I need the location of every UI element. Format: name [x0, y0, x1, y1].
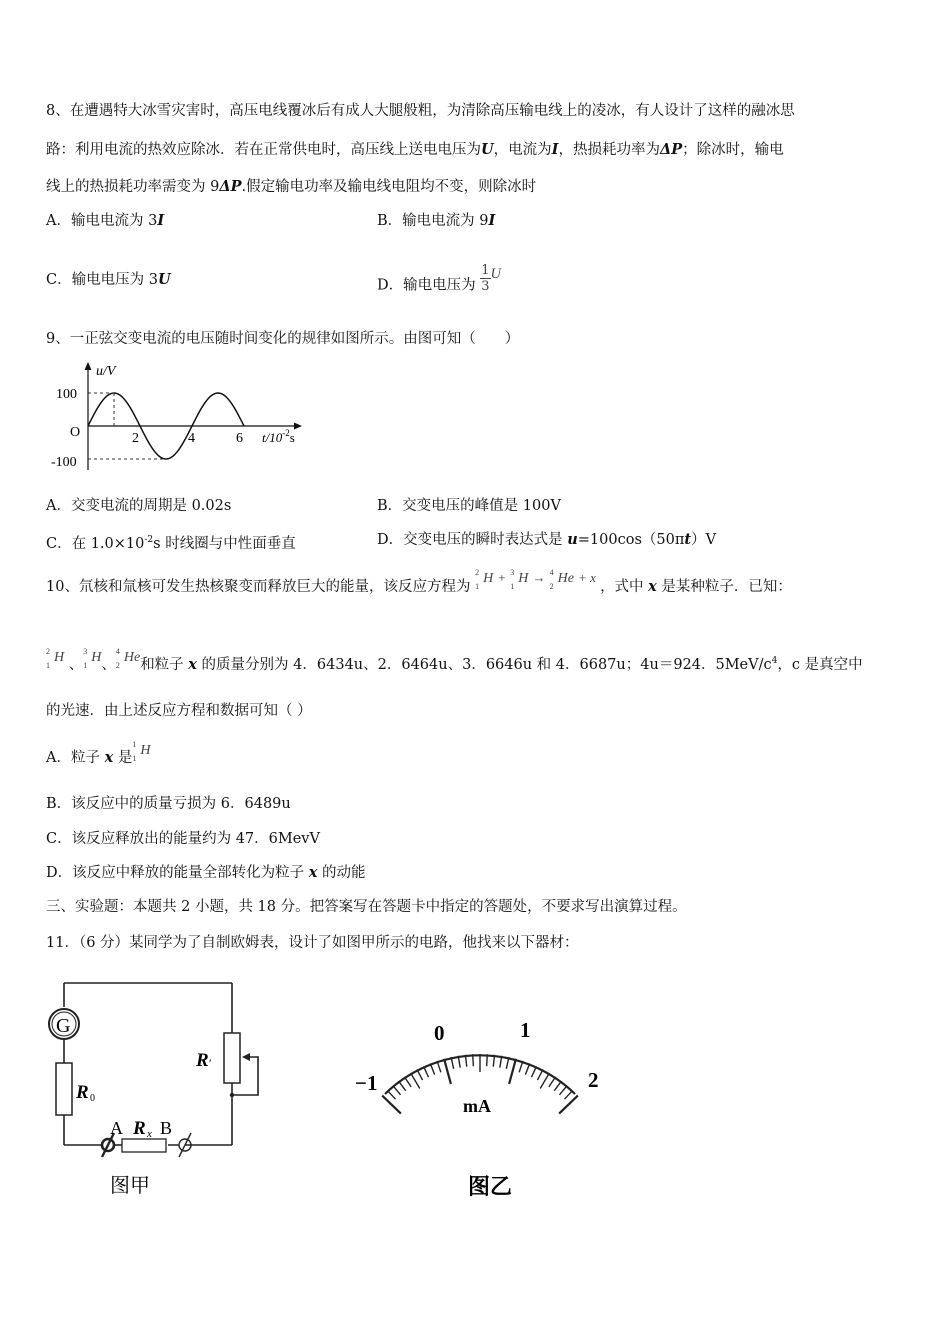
y-tick-100: 100	[56, 387, 77, 402]
x-axis-arrow	[294, 423, 302, 430]
svg-text:A: A	[110, 1118, 123, 1138]
q8-option-a[interactable]: A．输电电流为 3I	[46, 212, 165, 229]
dial-tick	[564, 1090, 572, 1099]
dial-tick	[399, 1081, 406, 1091]
dial-tick	[444, 1059, 451, 1084]
q8-stem-line2: 路：利用电流的热效应除冰．若在正常供电时，高压线上送电电压为U，电流为I，热损耗功率为ΔP；除冰时，输电	[46, 141, 784, 158]
dial-tick	[554, 1081, 561, 1091]
q9-option-d[interactable]: D．交变电压的瞬时表达式是 u=100cos（50πt）V	[377, 531, 717, 548]
ammeter-dial-fig2	[345, 1000, 625, 1210]
svg-text:R: R	[196, 1050, 209, 1071]
svg-text:mA: mA	[463, 1096, 491, 1116]
dial-tick	[393, 1086, 401, 1095]
svg-text:G: G	[56, 1015, 71, 1037]
q9-voltage-graph	[46, 360, 316, 475]
svg-text:B: B	[160, 1118, 173, 1138]
q8-option-c[interactable]: C．输电电压为 3U	[46, 271, 171, 288]
q9-option-a[interactable]: A．交变电流的周期是 0.02s	[46, 498, 232, 514]
q10-stem-line1: 10、氘核和氚核可发生热核聚变而释放巨大的能量，该反应方程为 2 1 H + 3 1 H → 4 2 He + x ，式中 x 是某种粒子．已知：	[46, 568, 792, 595]
y-axis-label: u/V	[96, 364, 116, 379]
q10-option-c[interactable]: C．该反应释放出的能量约为 47．6MevV	[46, 831, 320, 847]
rheostat	[224, 1033, 240, 1083]
dial-tick	[382, 1096, 401, 1114]
x-tick-4: 4	[188, 431, 195, 446]
x-axis-label: $t/10^{-2}s$	[262, 428, 295, 445]
svg-text:−1: −1	[355, 1071, 378, 1095]
dial-tick	[540, 1073, 549, 1088]
q8-option-b[interactable]: B．输电电流为 9I	[377, 212, 496, 229]
dial-tick	[404, 1077, 411, 1087]
svg-text:图乙: 图乙	[468, 1174, 513, 1199]
q10-option-a[interactable]: A．粒子 x 是 1 1 H	[46, 740, 151, 766]
dial-tick	[430, 1063, 434, 1074]
svg-text:图甲: 图甲	[110, 1175, 150, 1197]
dial-tick	[424, 1066, 429, 1077]
svg-text:0: 0	[434, 1021, 445, 1045]
dial-tick	[417, 1069, 423, 1080]
dial-tick	[559, 1086, 567, 1095]
circuit-diagram-fig1	[40, 975, 280, 1205]
svg-text:R: R	[76, 1082, 89, 1103]
q8-stem-line1: 8、在遭遇特大冰雪灾害时，高压电线覆冰后有成人大腿般粗，为清除高压输电线上的凌冰，有人设计了这样的融冰思	[46, 103, 795, 119]
dial-tick	[537, 1069, 543, 1080]
dial-tick	[487, 1054, 488, 1066]
dial-tick	[509, 1059, 516, 1084]
resistor-r0	[56, 1063, 72, 1115]
q11-stem: 11．（6 分）某同学为了自制欧姆表，设计了如图甲所示的电路，他找来以下器材：	[46, 935, 579, 951]
dial-tick	[525, 1063, 529, 1074]
q10-stem-line2: 2 1 H 、 3 1 H、 4 2 He和粒子 x 的质量分别为 4．6434u、2．6464u、3．6646u 和 4．6687u；4u＝924．$5MeV/c^4$，c 是真空中	[46, 646, 863, 673]
reaction-equation: 2 1 H + 3 1 H → 4 2 He + x	[475, 568, 596, 591]
svg-text:′: ′	[209, 1056, 212, 1070]
x-tick-2: 2	[132, 431, 139, 446]
origin-label: O	[70, 425, 81, 440]
x-tick-6: 6	[236, 431, 243, 446]
svg-text:R: R	[133, 1118, 146, 1139]
q10-option-d[interactable]: D．该反应中释放的能量全部转化为粒子 x 的动能	[46, 864, 366, 881]
q10-option-b[interactable]: B．该反应中的质量亏损为 6．6489u	[46, 796, 291, 812]
svg-text:x: x	[147, 1128, 152, 1140]
y-tick-minus-100: -100	[51, 455, 77, 470]
dial-tick	[411, 1073, 420, 1088]
q8-option-d[interactable]: D．输电电压为 $\frac{1}{3}$ U	[377, 263, 501, 294]
dial-tick	[531, 1066, 536, 1077]
rheostat-slider-arrow	[242, 1053, 250, 1061]
fraction-one-third: $\frac{1}{3}$	[481, 263, 490, 294]
y-axis-arrow	[85, 362, 92, 370]
q10-stem-line3: 的光速．由上述反应方程和数据可知（ ）	[46, 703, 312, 719]
q8-stem-line3: 线上的热损耗功率需变为 9ΔP.假定输电功率及输电线电阻均不变，则除冰时	[46, 178, 537, 195]
q9-option-c[interactable]: C．在 $1.0\times 10^{-2}s$ 时线圈与中性面垂直	[46, 535, 296, 552]
dial-tick	[549, 1077, 556, 1087]
dial-tick	[559, 1096, 578, 1114]
dial-tick	[387, 1090, 395, 1099]
svg-text:0: 0	[90, 1093, 95, 1104]
svg-text:1: 1	[520, 1018, 531, 1042]
svg-text:2: 2	[588, 1068, 599, 1092]
dial-tick	[473, 1054, 474, 1066]
resistor-rx	[122, 1139, 166, 1152]
section-3-heading: 三、实验题：本题共 2 小题，共 18 分。把答案写在答题卡中指定的答题处，不要求写出演算过程。	[46, 899, 687, 915]
q9-option-b[interactable]: B．交变电压的峰值是 100V	[377, 498, 561, 514]
q9-stem: 9、一正弦交变电流的电压随时间变化的规律如图所示。由图可知（ ）	[46, 331, 520, 347]
